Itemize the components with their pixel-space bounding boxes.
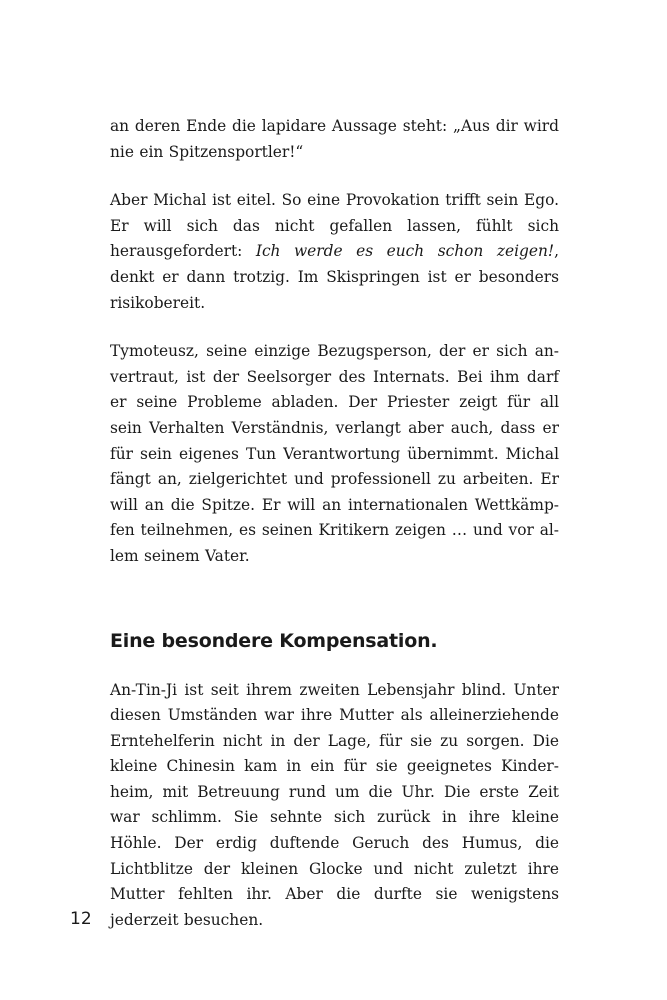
- paragraph-1: an deren Ende die lapidare Aussage steht: „Aus dir wird nie ein Spitzensportler!“: [110, 117, 559, 161]
- paragraph-2-text-b: , denkt er dann trotzig. Im Skispringen ist er besonders risikobereit.: [110, 242, 559, 312]
- paragraph-2: [110, 188, 559, 316]
- paragraph-3: Tymoteusz, seine einzige Bezugsperson, der er sich anvertraut, ist der Seelsorger des Internats. Bei ihm darf er seine Probleme abladen. Der Priester zeigt für all sein Verhalten Verständnis, verlangt aber auch, dass er für sein eigenes Tun Verantwortung übernimmt. Michal fängt an, zielgerichtet und professionell zu arbeiten. Er will an die Spitze. Er will an internationalen Wettkämpfen teilnehmen, es seinen Kritikern zeigen … und vor allem seinem Vater.: [110, 342, 559, 565]
- paragraph-2-text-a: Aber Michal ist eitel. So eine Provokation trifft sein Ego. Er will sich das nicht gefallen lassen, fühlt sich herausgefordert:: [110, 191, 559, 261]
- page-body: [110, 114, 559, 933]
- paragraph-4: An-Tin-Ji ist seit ihrem zweiten Lebensjahr blind. Unter diesen Umständen war ihre Mutter als alleinerziehende Erntehelferin nicht in der Lage, für sie zu sorgen. Die kleine Chinesin kam in ein für sie geeignetes Kinderheim, mit Betreuung rund um die Uhr. Die erste Zeit war schlimm. Sie sehnte sich zurück in ihre kleine Höhle. Der erdig duftende Geruch des Humus, die Lichtblitze der kleinen Glocke und nicht zuletzt ihre Mutter fehlten ihr. Aber die durfte sie wenigstens jederzeit besuchen.: [110, 680, 559, 929]
- section-heading: Eine besondere Kompensation.: [110, 629, 438, 652]
- paragraph-2-italic-quote: Ich werde es euch schon zeigen!: [255, 242, 555, 261]
- page-number: 12: [70, 909, 92, 929]
